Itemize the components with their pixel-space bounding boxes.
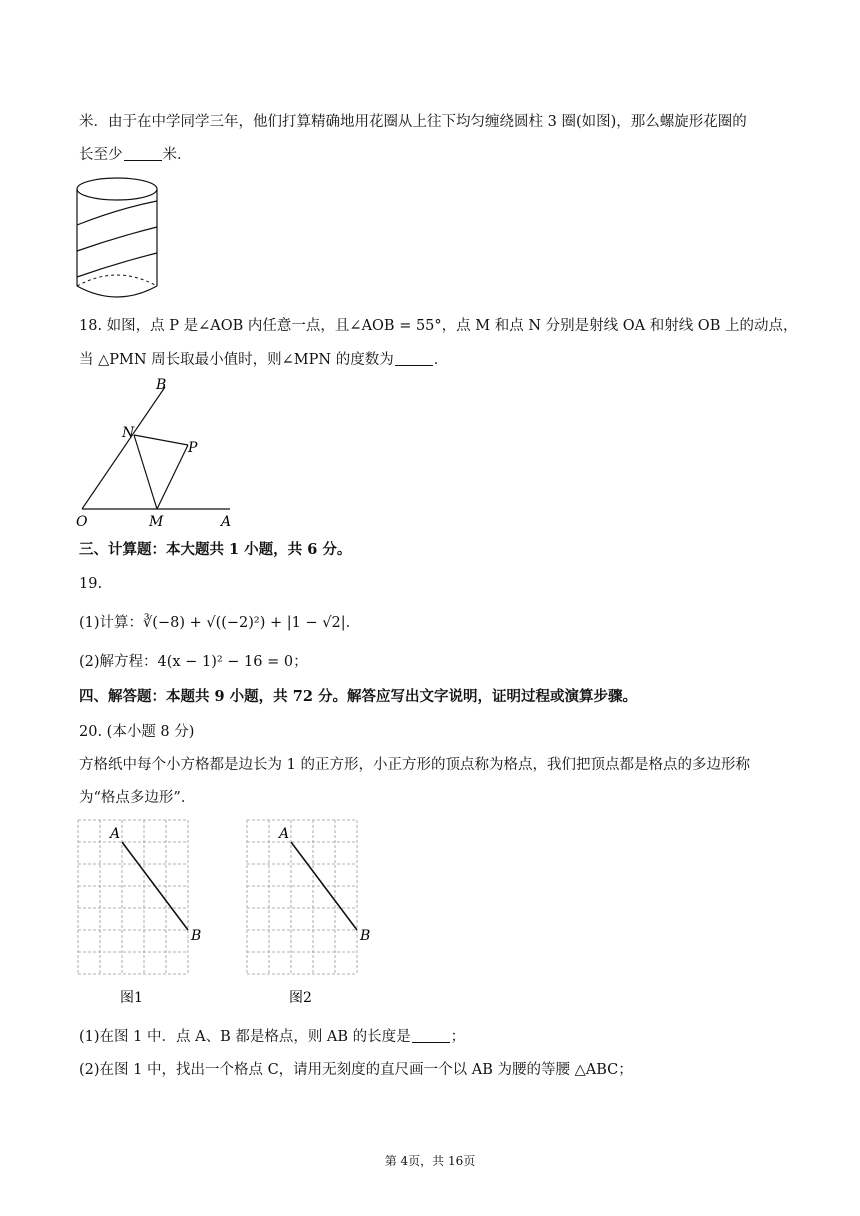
angle-figure bbox=[70, 375, 250, 530]
q19-part1-expression: ∛(−8) + √((−2)²) + |1 − √2|． bbox=[143, 615, 361, 631]
q20-number: 20. (本小题 8 分) bbox=[79, 724, 195, 740]
answer-blank bbox=[124, 146, 162, 161]
answer-blank bbox=[412, 1028, 450, 1043]
answer-blank bbox=[395, 351, 433, 366]
cylinder-figure bbox=[70, 175, 170, 305]
q18-text-line1: 18. 如图，点 P 是∠AOB 内任意一点，且∠AOB = 55°，点 M 和点 N 分别是射线 OA 和射线 OB 上的动点， bbox=[79, 318, 798, 334]
page-footer: 第 4页，共 16页 bbox=[384, 1154, 476, 1168]
point-a-label: A bbox=[110, 826, 121, 842]
q20-part2: (2)在图 1 中，找出一个格点 C，请用无刻度的直尺画一个以 AB 为腰的等腰 △ABC； bbox=[79, 1062, 633, 1078]
section-3-heading: 三、计算题：本大题共 1 小题，共 6 分。 bbox=[79, 541, 352, 558]
q19-part1: (1)计算：∛(−8) + √((−2)²) + |1 − √2|． bbox=[79, 615, 361, 631]
point-b-label: B bbox=[191, 928, 202, 944]
q17-text-line2: 长至少 米． bbox=[79, 147, 192, 163]
label-b: B bbox=[156, 377, 167, 393]
grid-figure-2 bbox=[247, 820, 387, 1010]
grid-figure-1 bbox=[78, 820, 218, 1010]
fig2-caption: 图2 bbox=[289, 990, 312, 1006]
q17-text-line1: 米．由于在中学同学三年，他们打算精确地用花圈从上往下均匀缠绕圆柱 3 圈(如图)，那么螺旋形花圈的 bbox=[79, 114, 747, 130]
q20-desc-line1: 方格纸中每个小方格都是边长为 1 的正方形，小正方形的顶点称为格点，我们把顶点都是格点的多边形称 bbox=[79, 757, 750, 773]
label-a: A bbox=[221, 514, 232, 530]
q20-desc-line2: 为“格点多边形”． bbox=[79, 790, 196, 806]
fig1-caption: 图1 bbox=[120, 990, 143, 1006]
q19-number: 19. bbox=[79, 576, 103, 592]
label-m: M bbox=[149, 514, 164, 530]
point-a-label: A bbox=[279, 826, 290, 842]
q20-part1: (1)在图 1 中．点 A、B 都是格点，则 AB 的长度是 ； bbox=[79, 1029, 466, 1045]
q19-part2: (2)解方程：4(x − 1)² − 16 = 0； bbox=[79, 654, 308, 670]
label-n: N bbox=[122, 425, 135, 441]
point-b-label: B bbox=[360, 928, 371, 944]
section-4-heading: 四、解答题：本题共 9 小题，共 72 分。解答应写出文字说明，证明过程或演算步骤。 bbox=[79, 688, 637, 705]
q18-text-line2: 当 △PMN 周长取最小值时，则∠MPN 的度数为 ． bbox=[79, 352, 449, 368]
label-o: O bbox=[76, 514, 88, 530]
label-p: P bbox=[188, 440, 198, 456]
